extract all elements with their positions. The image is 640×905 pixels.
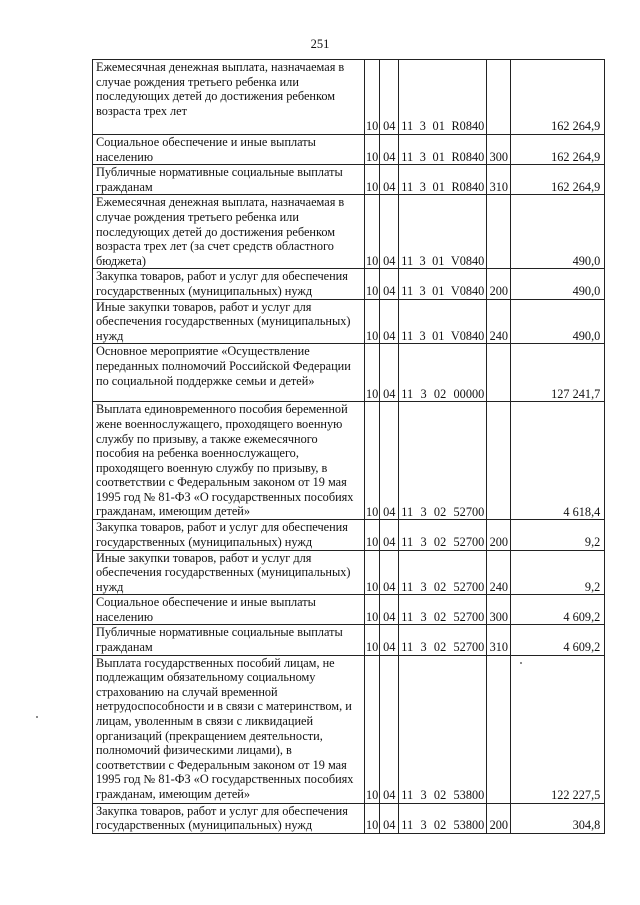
- target-article-part: 53800: [453, 788, 485, 803]
- target-article-part: 01: [432, 149, 445, 164]
- target-article-code: [399, 135, 487, 165]
- section-code: 10: [365, 550, 380, 595]
- target-article-code: [399, 595, 487, 625]
- section-code: 10: [365, 344, 380, 402]
- section-code: 10: [365, 60, 380, 135]
- amount: 162 264,9: [511, 135, 605, 165]
- target-article-part: 11: [401, 788, 414, 803]
- target-article-code: [399, 195, 487, 269]
- subsection-code: 04: [380, 269, 399, 299]
- expense-type-code: 200: [487, 520, 511, 550]
- budget-table: [92, 59, 605, 834]
- expense-type-code: 300: [487, 595, 511, 625]
- subsection-code: 04: [380, 550, 399, 595]
- subsection-code: 04: [380, 655, 399, 803]
- target-article-part: 02: [433, 534, 447, 549]
- amount: 9,2: [511, 520, 605, 550]
- table-row: [93, 803, 605, 833]
- amount: 162 264,9: [511, 165, 605, 195]
- item-name: Выплата государственных пособий лицам, не подлежащим обязательному социальному страхованию на случай временной нетрудоспособности и в связи с материнством, и лицам, уволенным в связи с ликвидацией организаций (прекращением деятельности, полномочий физическими лицами), в соответствии с Федеральным законом от 19 мая 1995 год № 81-ФЗ «О государственных пособиях гражданам, имеющим детей»: [93, 655, 365, 803]
- amount: 490,0: [511, 269, 605, 299]
- expense-type-code: 300: [487, 135, 511, 165]
- page-number: 251: [310, 37, 330, 51]
- target-article-part: 3: [419, 283, 426, 298]
- table-row: [93, 299, 605, 344]
- table-row: [93, 195, 605, 269]
- item-name: Основное мероприятие «Осуществление переданных полномочий Российской Федерации по социальной поддержке семьи и детей»: [93, 344, 365, 402]
- target-article-part: 3: [420, 534, 427, 549]
- target-article-part: 3: [419, 119, 426, 134]
- target-article-part: 52700: [453, 504, 485, 519]
- section-code: 10: [365, 520, 380, 550]
- expense-type-code: [487, 344, 511, 402]
- item-name: Социальное обеспечение и иные выплаты населению: [93, 135, 365, 165]
- target-article-code: [399, 655, 487, 803]
- target-article-code: [399, 165, 487, 195]
- target-article-code: [399, 550, 487, 595]
- target-article-code: [399, 344, 487, 402]
- subsection-code: 04: [380, 344, 399, 402]
- amount: 127 241,7: [511, 344, 605, 402]
- section-code: 10: [365, 135, 380, 165]
- section-code: 10: [365, 195, 380, 269]
- amount: 304,8: [511, 803, 605, 833]
- target-article-part: 01: [432, 328, 445, 343]
- table-row: [93, 550, 605, 595]
- target-article-part: R0840: [451, 119, 485, 134]
- expense-type-code: 240: [487, 299, 511, 344]
- amount: 4 618,4: [511, 402, 605, 520]
- section-code: 10: [365, 165, 380, 195]
- target-article-part: 52700: [453, 534, 485, 549]
- target-article-part: 11: [401, 534, 414, 549]
- table-row: [93, 520, 605, 550]
- target-article-part: 52700: [453, 609, 485, 624]
- table-row: [93, 269, 605, 299]
- subsection-code: 04: [380, 595, 399, 625]
- section-code: 10: [365, 595, 380, 625]
- table-row: [93, 655, 605, 803]
- target-article-part: 11: [401, 149, 414, 164]
- section-code: 10: [365, 803, 380, 833]
- target-article-part: 11: [401, 640, 414, 655]
- target-article-part: 02: [433, 579, 447, 594]
- table-row: [93, 344, 605, 402]
- item-name: Закупка товаров, работ и услуг для обеспечения государственных (муниципальных) нужд: [93, 803, 365, 833]
- target-article-part: 02: [433, 818, 447, 833]
- budget-table-body: [93, 60, 605, 834]
- section-code: 10: [365, 269, 380, 299]
- target-article-part: 3: [419, 253, 426, 268]
- table-row: [93, 135, 605, 165]
- item-name: Ежемесячная денежная выплата, назначаемая в случае рождения третьего ребенка или последующих детей до достижения ребенком возраста трех лет: [93, 60, 365, 135]
- section-code: 10: [365, 655, 380, 803]
- target-article-part: 3: [419, 328, 426, 343]
- amount: 4 609,2: [511, 625, 605, 655]
- target-article-part: 11: [401, 504, 414, 519]
- target-article-part: 3: [420, 504, 427, 519]
- target-article-part: 11: [401, 328, 414, 343]
- target-article-part: 52700: [453, 640, 485, 655]
- target-article-code: [399, 803, 487, 833]
- expense-type-code: [487, 195, 511, 269]
- target-article-part: 11: [401, 818, 414, 833]
- table-row: [93, 595, 605, 625]
- item-name: Социальное обеспечение и иные выплаты населению: [93, 595, 365, 625]
- target-article-part: 01: [432, 119, 445, 134]
- scan-speck: [36, 716, 38, 718]
- subsection-code: 04: [380, 625, 399, 655]
- item-name: Выплата единовременного пособия беременной жене военнослужащего, проходящего военную службу по призыву, а также ежемесячного пособия на ребенка военнослужащего, проходящего военную службу по призыву, в соответствии с Федеральным законом от 19 мая 1995 год № 81-ФЗ «О государственных пособиях гражданам, имеющим детей»: [93, 402, 365, 520]
- target-article-part: 3: [419, 149, 426, 164]
- target-article-part: 3: [420, 818, 427, 833]
- item-name: Закупка товаров, работ и услуг для обеспечения государственных (муниципальных) нужд: [93, 269, 365, 299]
- target-article-part: 11: [401, 253, 414, 268]
- target-article-code: [399, 520, 487, 550]
- subsection-code: 04: [380, 135, 399, 165]
- target-article-part: R0840: [451, 149, 485, 164]
- target-article-part: 11: [401, 283, 414, 298]
- subsection-code: 04: [380, 402, 399, 520]
- target-article-part: V0840: [450, 328, 485, 343]
- item-name: Публичные нормативные социальные выплаты гражданам: [93, 165, 365, 195]
- target-article-part: 11: [401, 119, 414, 134]
- section-code: 10: [365, 402, 380, 520]
- target-article-part: 11: [401, 386, 414, 401]
- target-article-part: 3: [420, 386, 427, 401]
- subsection-code: 04: [380, 520, 399, 550]
- item-name: Иные закупки товаров, работ и услуг для обеспечения государственных (муниципальных) нужд: [93, 299, 365, 344]
- target-article-part: 53800: [453, 818, 485, 833]
- target-article-part: 52700: [453, 579, 485, 594]
- target-article-part: V0840: [450, 283, 485, 298]
- target-article-part: 02: [433, 504, 447, 519]
- expense-type-code: [487, 402, 511, 520]
- subsection-code: 04: [380, 60, 399, 135]
- target-article-part: 11: [401, 609, 414, 624]
- item-name: Ежемесячная денежная выплата, назначаемая в случае рождения третьего ребенка или последующих детей до достижения ребенком возраста трех лет (за счет средств областного бюджета): [93, 195, 365, 269]
- table-row: [93, 165, 605, 195]
- item-name: Иные закупки товаров, работ и услуг для обеспечения государственных (муниципальных) нужд: [93, 550, 365, 595]
- amount: 490,0: [511, 195, 605, 269]
- target-article-part: 11: [401, 179, 414, 194]
- table-row: [93, 60, 605, 135]
- subsection-code: 04: [380, 803, 399, 833]
- section-code: 10: [365, 625, 380, 655]
- target-article-part: 01: [432, 179, 445, 194]
- target-article-part: 11: [401, 579, 414, 594]
- expense-type-code: 200: [487, 803, 511, 833]
- amount: 490,0: [511, 299, 605, 344]
- target-article-code: [399, 299, 487, 344]
- table-row: [93, 625, 605, 655]
- target-article-code: [399, 625, 487, 655]
- section-code: 10: [365, 299, 380, 344]
- table-row: [93, 402, 605, 520]
- target-article-part: 01: [432, 253, 445, 268]
- target-article-code: [399, 402, 487, 520]
- target-article-part: 01: [432, 283, 445, 298]
- expense-type-code: 240: [487, 550, 511, 595]
- subsection-code: 04: [380, 195, 399, 269]
- target-article-part: 3: [420, 609, 427, 624]
- expense-type-code: [487, 60, 511, 135]
- subsection-code: 04: [380, 165, 399, 195]
- expense-type-code: [487, 655, 511, 803]
- target-article-part: R0840: [451, 179, 485, 194]
- subsection-code: 04: [380, 299, 399, 344]
- target-article-part: 3: [420, 788, 427, 803]
- amount: 4 609,2: [511, 595, 605, 625]
- target-article-code: [399, 269, 487, 299]
- expense-type-code: 200: [487, 269, 511, 299]
- item-name: Публичные нормативные социальные выплаты гражданам: [93, 625, 365, 655]
- target-article-part: 02: [433, 788, 447, 803]
- item-name: Закупка товаров, работ и услуг для обеспечения государственных (муниципальных) нужд: [93, 520, 365, 550]
- amount: 162 264,9: [511, 60, 605, 135]
- expense-type-code: 310: [487, 165, 511, 195]
- target-article-part: 3: [420, 579, 427, 594]
- target-article-part: 3: [420, 640, 427, 655]
- amount: 122 227,5: [511, 655, 605, 803]
- expense-type-code: 310: [487, 625, 511, 655]
- target-article-code: [399, 60, 487, 135]
- target-article-part: 02: [433, 386, 447, 401]
- scan-speck: [520, 662, 522, 664]
- target-article-part: V0840: [450, 253, 485, 268]
- amount: 9,2: [511, 550, 605, 595]
- target-article-part: 02: [433, 609, 447, 624]
- target-article-part: 00000: [453, 386, 485, 401]
- target-article-part: 3: [419, 179, 426, 194]
- target-article-part: 02: [433, 640, 447, 655]
